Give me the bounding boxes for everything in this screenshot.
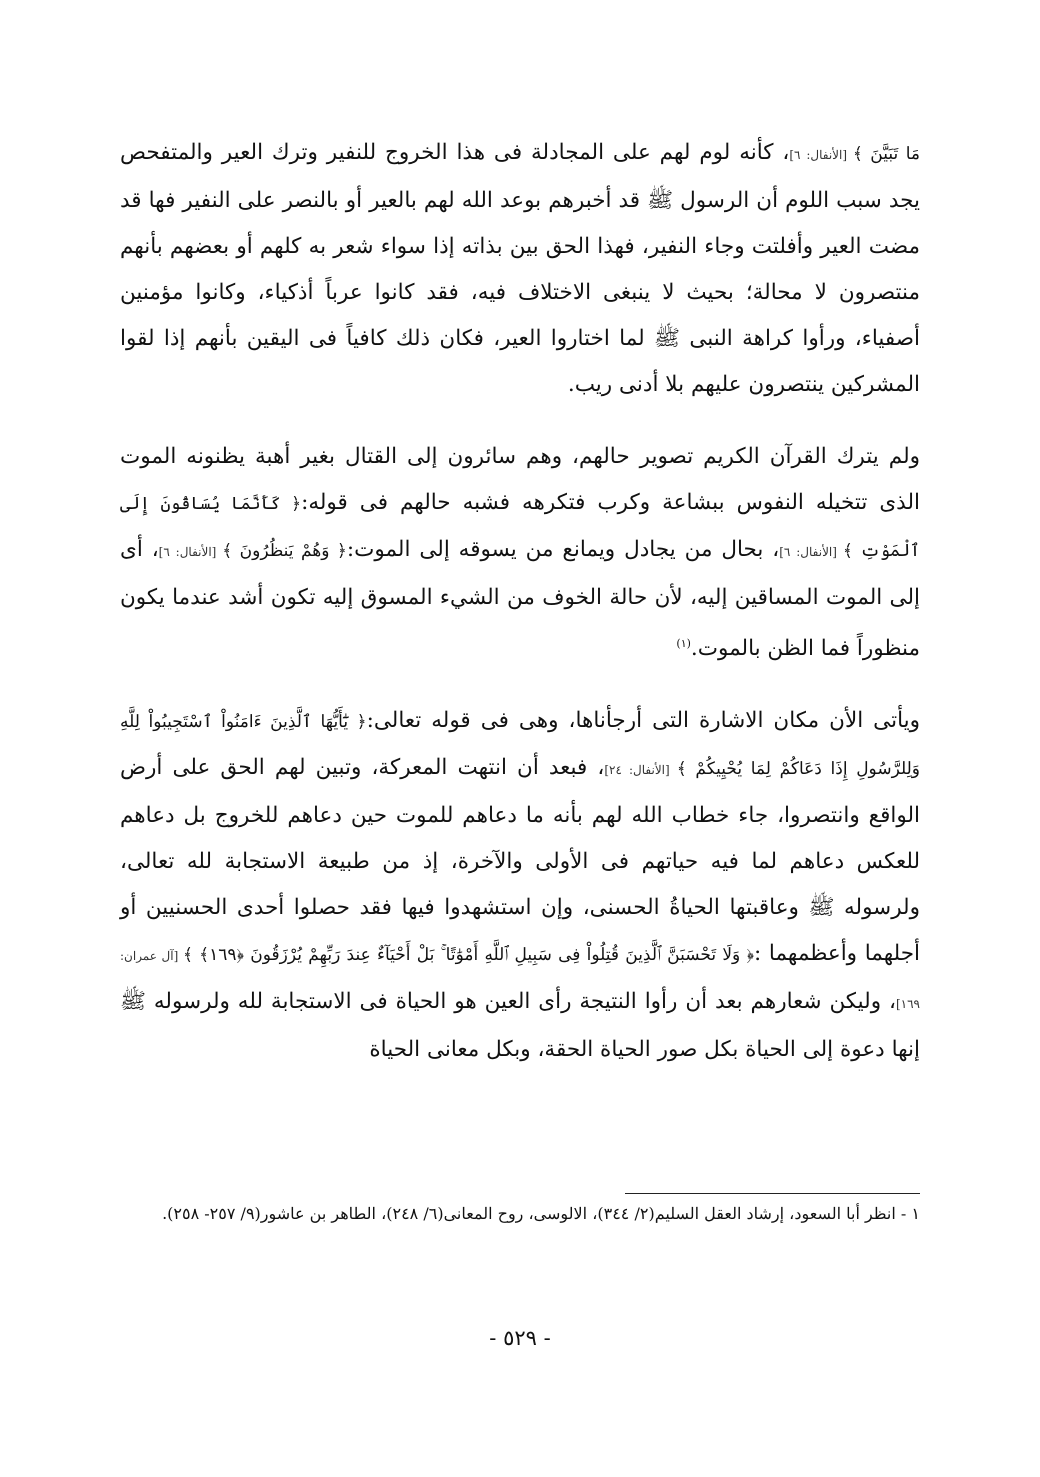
quran-verse: ﴿ يَٰٓأَيُّهَا ٱلَّذِينَ ءَامَنُواْ ٱسْتَجِيبُواْ لِلَّهِ وَلِلرَّسُولِ إِذَا دَعَاكُمْ لِمَا يُحْيِيكُمْ ﴾ [120,712,920,780]
footnote-divider [625,1193,920,1194]
page-number: - ٥٢٩ - [489,1326,551,1350]
footnote-marker: (١) [676,637,691,650]
quran-verse: ﴿ وَهُمْ يَنظُرُونَ ﴾ [222,541,347,561]
verse-reference: [الأنفال: ٦] [789,148,853,162]
paragraph [120,698,920,1073]
quran-verse: ﴿ كَأَنَّمَا يُسَاقُونَ إِلَى ٱلْمَوْتِ ﴾ [120,494,920,561]
verse-reference: [الأنفال: ٢٤] [604,763,677,778]
paragraph-text: ، وليكن شعارهم بعد أن رأوا النتيجة رأى العين هو الحياة فى الاستجابة لله ولرسوله ﷺ إنها دعوة إلى الحياة بكل صور الحياة الحقة، وبكل معانى الحياة [120,989,920,1063]
paragraph-text: ويأتى الأن مكان الاشارة التى أرجأناها، وهى فى قوله تعالى: [366,708,920,734]
verse-reference: [الأنفال: ٦] [158,545,223,559]
paragraph-text: ، بحال من يجادل ويمانع من يسوقه إلى الموت: [346,537,780,562]
paragraph-text: ، كأنه لوم لهم على المجادلة فى هذا الخروج للنفير وترك العير والمتفحص يجد سبب اللوم أن الرسول ﷺ قد أخبرهم بوعد الله لهم بالعير أو بالنصر على النفير فها قد مضت العير وأفلتت وجاء النفير، فهذا الحق بين بذاته إذا سواء شعر به كلهم أو بعضهم بأنهم منتصرون لا محالة؛ بحيث لا ينبغى الاختلاف فيه، فقد كانوا عرباً أذكياء، وكانوا مؤمنين أصفياء، ورأوا كراهة النبى ﷺ لما اختاروا العير، فكان ذلك كافياً فى اليقين بأنهم إذا لقوا المشركين ينتصرون عليهم بلا أدنى ريب. [120,140,920,397]
paragraph [120,130,920,408]
footnote: ١ - انظر أبا السعود، إرشاد العقل السليم(٢/ ٣٤٤)، الالوسى، روح المعانى(٦/ ٢٤٨)، الطاهر بن عاشور(٩/ ٢٥٧- ٢٥٨). [162,1204,920,1223]
paragraph-text: ولم يترك القرآن الكريم تصوير حالهم، وهم سائرون إلى القتال بغير أهبة يظنونه الموت الذى تتخيله النفوس ببشاعة وكرب فتكرهه فشبه حالهم فى قوله: [120,444,920,515]
paragraph-text: ، فبعد أن انتهت المعركة، وتبين لهم الحق على أرض الواقع وانتصروا، جاء خطاب الله لهم بأنه ما دعاهم للموت حين دعاهم للخروج بل دعاهم للعكس دعاهم لما فيه حياتهم فى الأولى والآخرة، إذ من طبيعة الاستجابة لله تعالى، ولرسوله ﷺ وعاقبتها الحياةُ الحسنى، وإن استشهدوا فيها فقد حصلوا أحدى الحسنيين أو أجلهما وأعظمهما : [120,755,921,967]
quran-verse: ﴿ وَلَا تَحْسَبَنَّ ٱلَّذِينَ قُتِلُواْ فِى سَبِيلِ ٱللَّهِ أَمْوَٰتًا ۚ بَلْ أَحْيَآءٌ عِندَ رَبِّهِمْ يُرْزَقُونَ ﴿١٦٩﴾ ﴾ [182,945,755,966]
body-text [120,130,920,1073]
verse-reference: [الأنفال: ٦] [779,545,843,559]
paragraph-text: ، أى إلى الموت المساقين إليه، لأن حالة الخوف من الشيء المسوق إليه تكون أشد عندما يكون منظوراً فما الظن بالموت. [120,537,920,662]
paragraph [120,434,920,672]
verse-reference: [آل عمران: ١٦٩] [120,949,920,1012]
quran-verse: مَا تَبَيَّنَ ﴾ [852,144,920,164]
